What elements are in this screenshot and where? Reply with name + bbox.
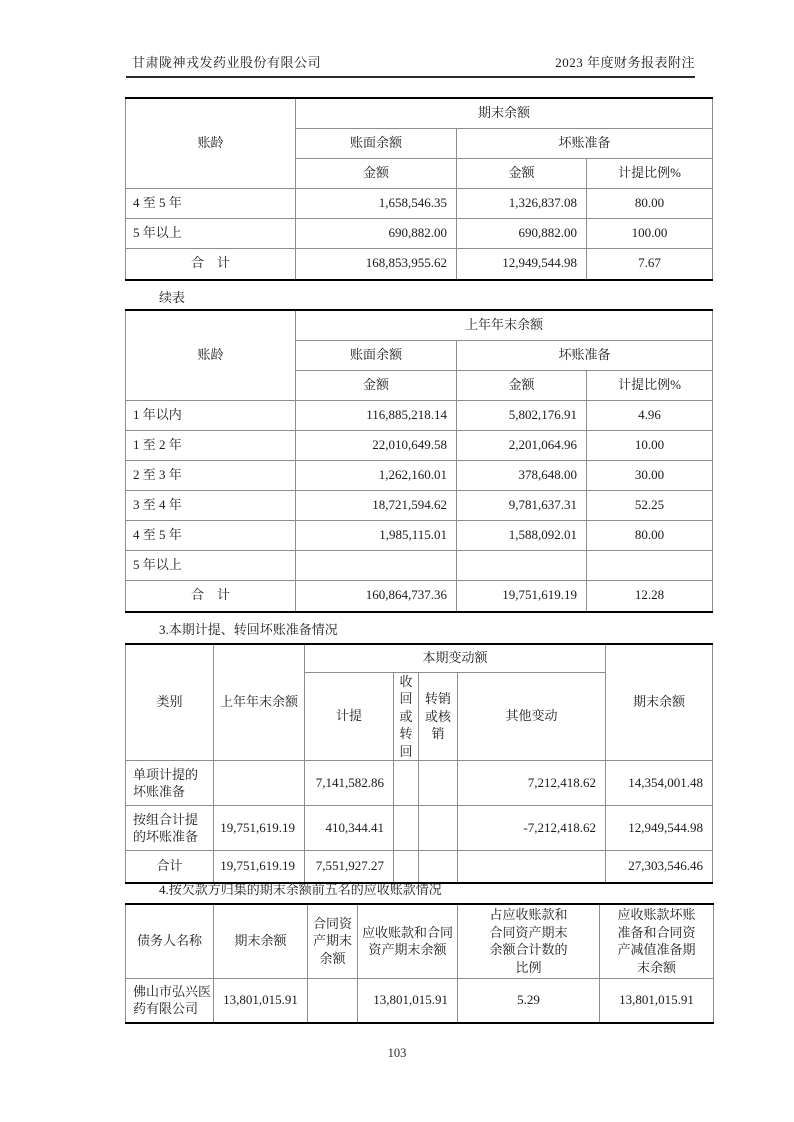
category-label: 按组合计提的坏账准备 (133, 811, 199, 845)
debtor-name-cell (126, 978, 214, 1023)
ratio-cell: 80.00 (587, 188, 713, 218)
prior-balance-cell: 19,751,619.19 (214, 851, 305, 883)
book-amount-cell: 160,864,737.36 (296, 580, 457, 612)
book-amount-cell: 1,262,160.01 (296, 460, 457, 490)
table-row (126, 188, 713, 218)
section-4-heading: 4.按欠款方归集的期末余额前五名的应收账款情况 (159, 882, 442, 897)
contract-asset-cell (308, 978, 358, 1023)
table-row (126, 400, 713, 430)
t2-bad-amount-header: 金额 (457, 370, 587, 400)
ratio-cell: 80.00 (587, 520, 713, 550)
total-row (126, 248, 713, 280)
book-amount-cell: 18,721,594.62 (296, 490, 457, 520)
aging-cell: 1 年以内 (126, 400, 296, 430)
ending-balance-cell: 14,354,001.48 (606, 761, 713, 806)
accrual-header: 计提 (305, 672, 394, 761)
t1-bad-amount-header: 金额 (457, 158, 587, 188)
other-change-cell: -7,212,418.62 (458, 806, 606, 851)
ratio-of-total-label: 占应收账款和合同资产期末余额合计数的比例 (489, 907, 568, 975)
recover-reverse-label: 收回或转回 (399, 673, 413, 759)
table-header-row (126, 904, 714, 978)
receivable-contract-sum-cell: 13,801,015.91 (358, 978, 458, 1023)
writeoff-cell (419, 806, 458, 851)
ending-balance-cell: 12,949,544.98 (606, 806, 713, 851)
aging-cell: 5 年以上 (126, 550, 296, 580)
ratio-cell: 52.25 (587, 490, 713, 520)
recover-cell (394, 761, 419, 806)
table-row (126, 550, 713, 580)
bad-amount-cell: 2,201,064.96 (457, 430, 587, 460)
ending-balance-header: 期末余额 (214, 904, 308, 978)
t1-group-header: 期末余额 (296, 98, 713, 128)
aging-column-header: 账龄 (126, 98, 296, 188)
book-amount-cell: 1,658,546.35 (296, 188, 457, 218)
receivable-contract-sum-label: 应收账款和合同资产期末余额 (361, 924, 453, 958)
prior-year-balance-header: 上年年末余额 (214, 644, 305, 761)
total-row (126, 851, 713, 883)
contract-asset-label: 合同资产期末余额 (312, 915, 352, 967)
ratio-cell: 5.29 (458, 978, 600, 1023)
ending-balance-header: 期末余额 (606, 644, 713, 761)
table-header-row (126, 98, 713, 128)
book-amount-cell: 168,853,955.62 (296, 248, 457, 280)
aging-cell: 1 至 2 年 (126, 430, 296, 460)
continued-table-label: 续表 (159, 290, 186, 305)
t2-book-amount-header: 金额 (296, 370, 457, 400)
page-number: 103 (387, 1046, 407, 1060)
bad-amount-cell (457, 550, 587, 580)
book-amount-cell: 1,985,115.01 (296, 520, 457, 550)
table-row (126, 520, 713, 550)
bad-amount-cell: 12,949,544.98 (457, 248, 587, 280)
t2-group-header: 上年年末余额 (296, 310, 713, 340)
table-row (126, 460, 713, 490)
table-row (126, 218, 713, 248)
table-row (126, 761, 713, 806)
bad-debt-reserve-label: 应收账款坏账准备和合同资产减值准备期末余额 (617, 907, 696, 975)
aging-cell: 5 年以上 (126, 218, 296, 248)
t2-ratio-header: 计提比例% (587, 370, 713, 400)
page-header (126, 52, 695, 78)
other-change-cell (458, 851, 606, 883)
t1-ratio-header: 计提比例% (587, 158, 713, 188)
ratio-cell: 100.00 (587, 218, 713, 248)
aging-cell: 4 至 5 年 (126, 520, 296, 550)
other-change-cell: 7,212,418.62 (458, 761, 606, 806)
section-3-heading: 3.本期计提、转回坏账准备情况 (159, 622, 338, 637)
recover-cell (394, 851, 419, 883)
accrual-cell: 7,141,582.86 (305, 761, 394, 806)
receivable-contract-sum-header (358, 904, 458, 978)
bad-amount-cell: 378,648.00 (457, 460, 587, 490)
bad-debt-provision-change-table (125, 643, 713, 884)
table-header-row (126, 644, 713, 672)
accrual-cell: 410,344.41 (305, 806, 394, 851)
prior-balance-cell (214, 761, 305, 806)
t1-book-balance-header: 账面余额 (296, 128, 457, 158)
aging-cell: 2 至 3 年 (126, 460, 296, 490)
category-cell (126, 761, 214, 806)
table-header-row (126, 310, 713, 340)
aging-prior-year-balance-table (125, 309, 713, 613)
prior-balance-cell: 19,751,619.19 (214, 806, 305, 851)
writeoff-label: 转销或核销 (424, 691, 451, 742)
total-row (126, 580, 713, 612)
aging-column-header: 账龄 (126, 310, 296, 400)
table-row (126, 806, 713, 851)
t2-bad-debt-header: 坏账准备 (457, 340, 713, 370)
category-cell (126, 806, 214, 851)
t2-book-balance-header: 账面余额 (296, 340, 457, 370)
book-amount-cell (296, 550, 457, 580)
other-change-header: 其他变动 (458, 672, 606, 761)
ratio-cell: 30.00 (587, 460, 713, 490)
bad-amount-cell: 1,326,837.08 (457, 188, 587, 218)
ratio-cell: 4.96 (587, 400, 713, 430)
period-change-group-header: 本期变动额 (305, 644, 606, 672)
table-row (126, 490, 713, 520)
table-row (126, 430, 713, 460)
total-label-cell: 合 计 (126, 248, 296, 280)
t1-bad-debt-header: 坏账准备 (457, 128, 713, 158)
company-name: 甘肃陇神戎发药业股份有限公司 (132, 55, 322, 70)
aging-ending-balance-table (125, 97, 713, 281)
bad-amount-cell: 1,588,092.01 (457, 520, 587, 550)
table-row (126, 978, 714, 1023)
bad-debt-reserve-cell: 13,801,015.91 (600, 978, 714, 1023)
bad-debt-reserve-header (600, 904, 714, 978)
aging-cell: 3 至 4 年 (126, 490, 296, 520)
top-debtors-receivables-table (125, 903, 714, 1024)
writeoff-cell (419, 851, 458, 883)
ending-balance-cell: 27,303,546.46 (606, 851, 713, 883)
bad-amount-cell: 690,882.00 (457, 218, 587, 248)
ratio-cell: 12.28 (587, 580, 713, 612)
writeoff-cell (419, 761, 458, 806)
recover-reverse-header (394, 672, 419, 761)
recover-cell (394, 806, 419, 851)
contract-asset-header (308, 904, 358, 978)
total-label-cell: 合 计 (126, 580, 296, 612)
debtor-name: 佛山市弘兴医药有限公司 (133, 983, 212, 1017)
aging-cell: 4 至 5 年 (126, 188, 296, 218)
bad-amount-cell: 19,751,619.19 (457, 580, 587, 612)
ending-balance-cell: 13,801,015.91 (214, 978, 308, 1023)
ratio-of-total-header (458, 904, 600, 978)
book-amount-cell: 22,010,649.58 (296, 430, 457, 460)
debtor-name-header: 债务人名称 (126, 904, 214, 978)
ratio-cell: 10.00 (587, 430, 713, 460)
book-amount-cell: 116,885,218.14 (296, 400, 457, 430)
book-amount-cell: 690,882.00 (296, 218, 457, 248)
ratio-cell: 7.67 (587, 248, 713, 280)
accrual-cell: 7,551,927.27 (305, 851, 394, 883)
total-label-cell: 合计 (126, 851, 214, 883)
writeoff-header (419, 672, 458, 761)
category-column-header: 类别 (126, 644, 214, 761)
ratio-cell (587, 550, 713, 580)
bad-amount-cell: 9,781,637.31 (457, 490, 587, 520)
t1-book-amount-header: 金额 (296, 158, 457, 188)
bad-amount-cell: 5,802,176.91 (457, 400, 587, 430)
doc-title: 2023 年度财务报表附注 (555, 55, 695, 70)
category-label: 单项计提的坏账准备 (133, 766, 199, 800)
